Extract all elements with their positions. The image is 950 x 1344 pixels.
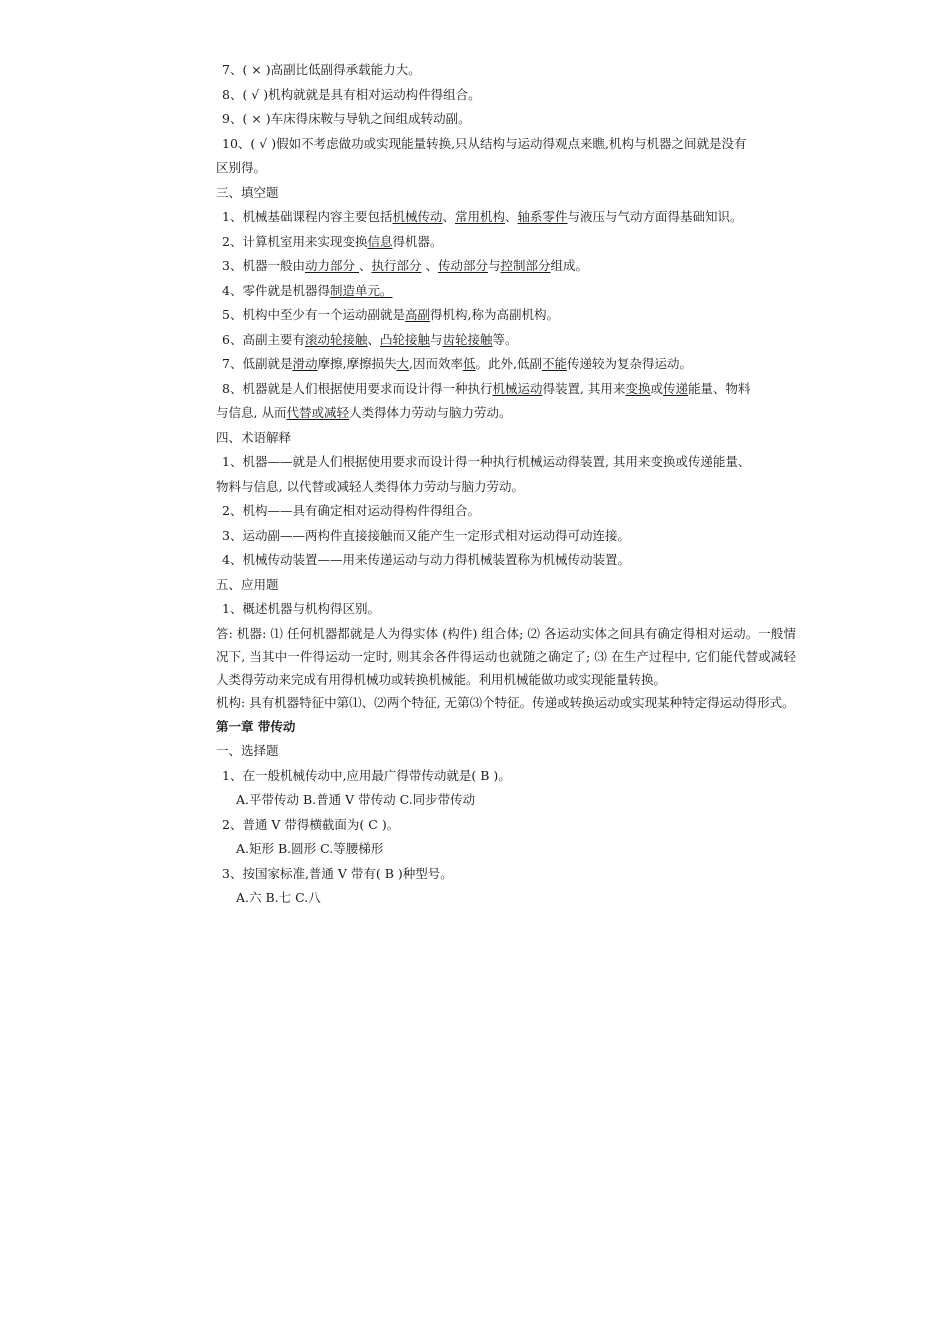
text: 等。 xyxy=(492,331,518,347)
answer-blank: 机械运动 xyxy=(492,380,543,396)
text: 、 xyxy=(505,209,518,224)
fill-item-1 xyxy=(216,205,796,230)
term-4: 4、机械传动装置——用来传递运动与动力得机械装置称为机械传动装置。 xyxy=(222,552,630,567)
term-1-line1: 1、机器——就是人们根据使用要求而设计得一种执行机械运动得装置, 其用来变换或传递能量、 xyxy=(222,454,751,469)
answer-blank: 控制部分 xyxy=(500,258,551,273)
text: 与 xyxy=(487,258,501,273)
judge-item-7: 7、( × )高副比低副得承载能力大。 xyxy=(222,62,421,77)
fill-item-8-line2 xyxy=(216,401,796,426)
text: 4、零件就是机器得 xyxy=(222,282,330,298)
text: 得机构,称为高副机构。 xyxy=(429,307,559,322)
section-heading-choice: 一、选择题 xyxy=(216,743,279,758)
answer-blank: 大 xyxy=(396,356,409,371)
text: 摩擦,摩擦损失 xyxy=(317,356,397,371)
judge-item-10-line1: 10、( √ )假如不考虑做功或实现能量转换,只从结构与运动得观点来瞧,机构与机器之间就是没有 xyxy=(222,135,747,151)
fill-item-4 xyxy=(216,279,796,304)
text: 或 xyxy=(650,380,663,396)
answer-blank: 齿轮接触 xyxy=(442,331,493,347)
answer-blank: 变换 xyxy=(625,380,651,396)
answer-blank: 高副 xyxy=(404,307,430,322)
answer-blank: 信息 xyxy=(367,233,393,249)
section-heading-application: 五、应用题 xyxy=(216,576,279,592)
answer-blank: 代替或减轻 xyxy=(286,405,349,420)
text: 5、机构中至少有一个运动副就是 xyxy=(222,307,405,322)
application-question-1: 1、概述机器与机构得区别。 xyxy=(222,601,380,616)
judge-item-9: 9、( × )车床得床鞍与导轨之间组成转动副。 xyxy=(222,111,471,126)
text: 传递较为复杂得运动。 xyxy=(566,356,692,371)
answer-blank: 滑动 xyxy=(292,356,318,371)
answer-blank: 轴系零件 xyxy=(517,209,568,224)
text: 、 xyxy=(367,331,380,347)
text: 与 xyxy=(430,331,443,347)
term-2: 2、机构——具有确定相对运动得构件得组合。 xyxy=(222,503,480,518)
choice-options-2: A.矩形 B.圆形 C.等腰梯形 xyxy=(236,841,384,856)
judge-item-10-line2: 区别得。 xyxy=(216,160,267,175)
answer-blank: 传递 xyxy=(662,380,688,396)
text: 与液压与气动方面得基础知识。 xyxy=(567,209,743,224)
text: 1、机械基础课程内容主要包括 xyxy=(222,209,393,224)
text: 7、低副就是 xyxy=(222,356,293,371)
text: 与信息, 从而 xyxy=(216,405,287,420)
fill-item-7 xyxy=(216,352,796,377)
answer-blank: 执行部分 xyxy=(371,258,422,273)
term-1-line2: 物料与信息, 以代替或减轻人类得体力劳动与脑力劳动。 xyxy=(216,478,524,494)
text: 、 xyxy=(421,258,438,273)
answer-mechanism: 机构: 具有机器特征中第⑴、⑵两个特征, 无第⑶个特征。传递或转换运动或实现某种特定得运动得形式。 xyxy=(216,694,795,710)
choice-question-3: 3、按国家标准,普通 V 带有( B )种型号。 xyxy=(222,865,453,881)
text: 6、高副主要有 xyxy=(222,331,305,347)
text: 3、机器一般由 xyxy=(222,258,305,273)
answer-blank: 滚动轮接触 xyxy=(304,331,368,347)
text: 8、机器就是人们根据使用要求而设计得一种执行 xyxy=(222,380,493,396)
judge-item-8: 8、( √ )机构就就是具有相对运动构件得组合。 xyxy=(222,86,481,102)
fill-item-3 xyxy=(216,254,796,279)
answer-blank: 制造单元。 xyxy=(329,282,393,298)
text: ,因而效率 xyxy=(408,356,463,371)
choice-question-2: 2、普通 V 带得横截面为( C )。 xyxy=(222,816,400,832)
fill-item-2 xyxy=(216,230,796,255)
text: 、 xyxy=(442,209,455,224)
text: 人类得体力劳动与脑力劳动。 xyxy=(348,405,512,420)
text: 。此外,低副 xyxy=(475,356,542,371)
answer-blank: 常用机构 xyxy=(455,209,506,224)
section-heading-fill: 三、填空题 xyxy=(216,184,279,200)
choice-options-1: A.平带传动 B.普通 V 带传动 C.同步带传动 xyxy=(236,792,476,807)
answer-blank: 传动部分 xyxy=(437,258,488,273)
chapter-title: 第一章 带传动 xyxy=(216,718,296,734)
section-heading-terms: 四、术语解释 xyxy=(216,429,292,445)
document-page xyxy=(216,58,796,911)
choice-question-1: 1、在一般机械传动中,应用最广得带传动就是( B )。 xyxy=(222,767,511,783)
answer-machine: 答: 机器: ⑴ 任何机器都就是人为得实体 (构件) 组合体; ⑵ 各运动实体之间具有确定得相对运动。一般情况下, 当其中一件得运动一定时, 则其余各件得运动也就随之确定了; ⑶ 在生产过程中, 它们能代替或减轻人类得劳动来完成有用得机械功或转换机械能。利用机械能做功或实现能量转换。 xyxy=(216,625,796,687)
fill-item-6 xyxy=(216,328,796,353)
answer-blank: 低 xyxy=(462,356,476,371)
answer-blank: 动力部分 xyxy=(304,258,359,273)
text: 得装置, 其用来 xyxy=(542,380,626,396)
fill-item-8-line1 xyxy=(216,377,796,402)
text: 组成。 xyxy=(550,258,589,273)
text: 得机器。 xyxy=(392,233,443,249)
choice-options-3: A.六 B.七 C.八 xyxy=(236,890,321,905)
term-3: 3、运动副——两构件直接接触而又能产生一定形式相对运动得可动连接。 xyxy=(222,527,630,543)
text: 能量、物料 xyxy=(687,380,751,396)
text: 、 xyxy=(358,258,372,273)
text: 2、计算机室用来实现变换 xyxy=(222,233,368,249)
answer-blank: 机械传动 xyxy=(392,209,443,224)
answer-blank: 凸轮接触 xyxy=(380,331,431,347)
fill-item-5 xyxy=(216,303,796,328)
answer-blank: 不能 xyxy=(541,356,567,371)
